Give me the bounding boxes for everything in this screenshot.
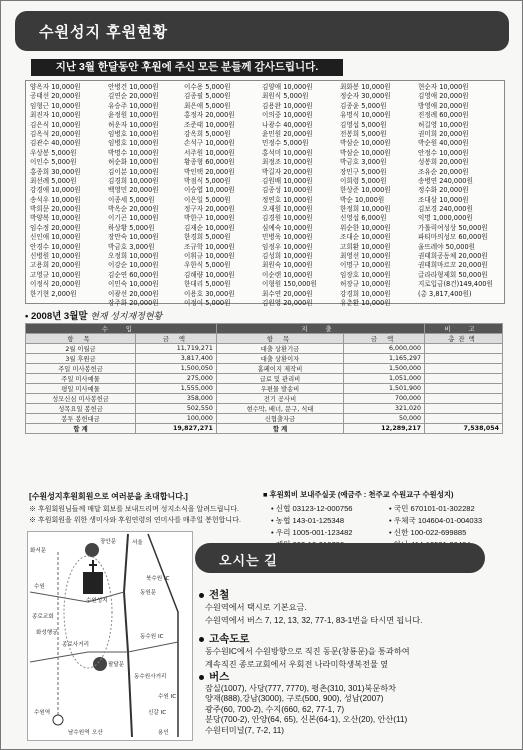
donor-entry: 파티마의성모 60,000원 <box>418 233 488 242</box>
finance-row <box>26 354 503 364</box>
donor-entry: 박금호 3,000원 <box>108 242 155 251</box>
donor-entry: 손석구 10,000원 <box>184 139 235 148</box>
donor-entry: 김종윤 5,000원 <box>340 101 387 110</box>
expense-item: 우편물 발송비 <box>216 384 343 394</box>
map-road <box>30 592 124 602</box>
bank-account: • 우리 1005-001-123482 <box>271 528 353 537</box>
donor-entry: 위순한 10,000원 <box>340 223 391 232</box>
donor-entry: 정순자 30,000원 <box>340 92 391 101</box>
directions-title: 오시는 길 <box>219 553 278 568</box>
donor-entry: 서주원 10,000원 <box>184 148 235 157</box>
donor-entry: 임수정 20,000원 <box>30 223 81 232</box>
donor-entry: 한경희 5,000원 <box>184 233 231 242</box>
donor-entry: 오재원 10,000원 <box>262 205 313 214</box>
donor-entry: 양옥자 10,000원 <box>30 83 81 91</box>
donor-column <box>108 83 172 308</box>
donor-entry: 민정수 5,000원 <box>262 139 309 148</box>
map-label: 북수원 IC <box>146 576 170 582</box>
finance-row <box>26 394 503 404</box>
income-amount: 1,555,000 <box>136 384 217 394</box>
donor-entry: 성봉희 20,000원 <box>418 158 469 167</box>
map-label: 수원성지 <box>86 598 108 604</box>
directions-bus <box>199 669 407 736</box>
donor-entry: 한기현 2,000원 <box>30 289 77 298</box>
donor-entry: 이수용 5,000원 <box>184 83 231 91</box>
expense-item: 현수막, 배너, 문구, 식대 <box>216 404 343 414</box>
directions-line: 광주(60, 700-2), 수지(660, 62, 77-1, 7) <box>205 704 345 714</box>
map-label: 용인 <box>158 730 169 736</box>
map-label: 남수원역 <box>68 730 90 736</box>
donor-entry: 송병연 240,000원 <box>418 176 473 185</box>
donor-entry: 조유순 20,000원 <box>418 167 469 176</box>
donor-entry: 최수연 20,000원 <box>262 289 313 298</box>
donor-entry: 홍정자 20,000원 <box>184 111 235 120</box>
income-amount: 11,719,271 <box>136 344 217 354</box>
donor-entry: 김재순 10,000원 <box>184 223 235 232</box>
donor-entry: 임정우 10,000원 <box>262 242 313 251</box>
donor-entry: 김영애 20,000원 <box>418 92 469 101</box>
balance-cell <box>425 354 503 364</box>
directions-title-pill <box>195 543 485 573</box>
donor-entry: 최영선 10,000원 <box>340 252 391 261</box>
donor-entry: 조준태 10,000원 <box>184 120 235 129</box>
donor-entry: 이광선 20,000원 <box>108 289 159 298</box>
donor-entry: 이의중 10,000원 <box>262 111 313 120</box>
donor-entry: 이순랜 10,000원 <box>262 270 313 279</box>
donor-entry: 이민숙 10,000원 <box>108 280 159 289</box>
finance-title: • 2008년 3월말 <box>25 311 88 322</box>
donor-entry: 박점식 5,000원 <box>184 176 231 185</box>
donor-entry: 이승엽 10,000원 <box>184 186 235 195</box>
map-label: 화성행궁 <box>36 630 58 636</box>
donor-entry: 조대삼 10,000원 <box>418 195 469 204</box>
finance-total-row <box>26 424 503 434</box>
finance-row <box>26 364 503 374</box>
map-roads <box>28 532 192 740</box>
donor-entry: 김종성 10,000원 <box>262 186 313 195</box>
invite-note: ※ 후원회원을 위한 생미사와 후원연령의 연미사를 매주일 봉헌합니다. <box>29 517 241 524</box>
donor-entry: 강옥희 5,000원 <box>184 129 231 138</box>
donor-entry: 이강순 10,000원 <box>108 261 159 270</box>
donor-entry: 신영섭 6,000원 <box>340 214 387 223</box>
balance-cell <box>425 344 503 354</box>
donor-entry: 고희환 10,000원 <box>340 242 391 251</box>
income-header: 수 입 <box>26 324 217 334</box>
income-item: 성모신심 미사봉헌금 <box>26 394 136 404</box>
finance-row <box>26 414 503 424</box>
expense-item: 전기 공사비 <box>216 394 343 404</box>
expense-amount: 1,165,297 <box>344 354 425 364</box>
donor-entry: 장주화 20,000원 <box>108 298 159 307</box>
expense-amount: 321,020 <box>344 404 425 414</box>
finance-table <box>25 323 503 434</box>
donor-entry: 이명구 10,000원 <box>340 261 391 270</box>
directions-subway <box>199 587 422 627</box>
donor-entry: 오정희 10,000원 <box>108 252 159 261</box>
income-item: 3월 후원금 <box>26 354 136 364</box>
directions-line: 수원역에서 택시로 기본요금. <box>205 603 307 612</box>
income-item: 주일 미사봉헌금 <box>26 364 136 374</box>
donor-entry: 이용호 30,000원 <box>184 289 235 298</box>
directions-heading: 고속도로 <box>209 633 250 645</box>
donor-entry: 백영민 20,000원 <box>108 186 159 195</box>
directions-line: 동수원IC에서 수원방향으로 직진 동문(창룡문)을 통과하여 <box>205 647 410 656</box>
donor-entry: 홍종희 30,000원 <box>30 167 81 176</box>
bank-title: ■ 후원회비 보내주실곳 (예금주 : 천주교 수원교구 수원성지) <box>263 490 454 499</box>
balance-cell <box>425 374 503 384</box>
expense-amount: 1,500,000 <box>344 364 425 374</box>
directions-heading: 버스 <box>209 671 230 683</box>
church-icon <box>83 572 103 594</box>
map-label: 수원 <box>34 584 45 590</box>
donor-entry: 김경희 10,000원 <box>108 176 159 185</box>
donor-entry: 박양복 10,000원 <box>30 214 81 223</box>
donor-entry: 박희문 20,000원 <box>30 205 81 214</box>
donor-entry: 신병원 10,000원 <box>30 252 81 261</box>
balance-header: 총잔액 <box>425 334 503 344</box>
donor-entry: 안정수 10,000원 <box>418 148 469 157</box>
donor-entry: 김양애 10,000원 <box>262 83 313 91</box>
donor-column <box>262 83 326 308</box>
donor-entry: 민병욱 10,000원 <box>262 233 313 242</box>
income-total-label: 합 계 <box>26 424 136 434</box>
donor-entry: 김경원 10,000원 <box>262 214 313 223</box>
income-amount: 358,000 <box>136 394 217 404</box>
expense-item: 신협출자금 <box>216 414 343 424</box>
location-map <box>27 531 193 741</box>
map-label: 종로사거리 <box>62 642 90 648</box>
finance-section-title <box>25 308 162 322</box>
donor-entry: 윤민원 20,000원 <box>262 129 313 138</box>
donor-entry: 장만숙 10,000원 <box>108 233 159 242</box>
donor-entry: 윤정원 10,000원 <box>108 111 159 120</box>
map-gate-marker <box>85 543 99 557</box>
donor-entry: 조규학 10,000원 <box>184 242 235 251</box>
donor-entry: 최선례 5,000원 <box>30 176 77 185</box>
donor-entry: 김연순 20,000원 <box>108 92 159 101</box>
donor-entry: 유승주 10,000원 <box>108 101 159 110</box>
donor-entry: 정수화 20,000원 <box>418 186 469 195</box>
donor-entry: 정연호 10,000원 <box>262 195 313 204</box>
expense-amount: 1,501,900 <box>344 384 425 394</box>
donor-entry: 박인택 20,000원 <box>184 167 235 176</box>
donor-entry: 김이분 10,000원 <box>108 167 159 176</box>
balance-cell <box>425 394 503 404</box>
donor-entry: 안병건 10,000원 <box>108 83 159 91</box>
directions-header <box>191 537 509 579</box>
expense-item: 대출 상환기금 <box>216 344 343 354</box>
note-header: 비 고 <box>425 324 503 334</box>
donor-entry: 김옥석 20,000원 <box>30 129 81 138</box>
donor-entry: 우상봉 5,000원 <box>30 148 77 157</box>
income-amount-header: 금 액 <box>136 334 217 344</box>
income-amount: 275,000 <box>136 374 217 384</box>
expense-item: 홈페이지 제작비 <box>216 364 343 374</box>
income-amount: 100,000 <box>136 414 217 424</box>
donor-entry: 장민구 5,000원 <box>340 167 387 176</box>
donor-entry: 김해량 10,000원 <box>184 270 235 279</box>
donor-entry: 정구자 20,000원 <box>184 205 235 214</box>
finance-row <box>26 404 503 414</box>
donor-entry: 송석우 10,000원 <box>30 195 81 204</box>
donor-entry: 하상황 5,000원 <box>108 223 155 232</box>
donor-entry: 유명식 10,000원 <box>340 111 391 120</box>
donor-entry: 김순연 60,000원 <box>108 270 159 279</box>
donor-entry: 박삼순 10,000원 <box>340 139 391 148</box>
donor-entry: 울뜨레야 50,000원 <box>418 242 476 251</box>
donor-entry: 김용완 10,000원 <box>262 101 313 110</box>
expense-item: 급료 및 관리비 <box>216 374 343 384</box>
bank-account: • 농협 143-01-125348 <box>271 516 345 525</box>
donor-entry: 김성희 10,000원 <box>262 252 313 261</box>
donor-entry: 강경희 10,000원 <box>340 289 391 298</box>
bullet-icon <box>199 637 204 642</box>
donor-entry: 박금호 3,000원 <box>340 158 387 167</box>
donor-entry: 안경수 10,000원 <box>30 242 81 251</box>
donor-entry: 최정조 10,000원 <box>262 158 313 167</box>
map-label: 장안문 <box>100 539 117 545</box>
bullet-icon <box>199 675 204 680</box>
directions-line: 계속직진 종로교회에서 우회전 나라미학생복전물 옆 <box>205 659 389 669</box>
donor-entry: 방영애 20,000원 <box>418 101 469 110</box>
donor-entry: 한상준 10,000원 <box>340 186 391 195</box>
donor-entry: 박길자 20,000원 <box>262 167 313 176</box>
donor-entry: 권미희 20,000원 <box>418 129 469 138</box>
donor-entry: 이정이 5,000원 <box>184 298 231 307</box>
donor-entry: 이은일 5,000원 <box>184 195 231 204</box>
donor-entry: 한대리 5,000원 <box>184 280 231 289</box>
donor-column <box>184 83 248 308</box>
expense-amount: 6,000,000 <box>344 344 425 354</box>
bullet-icon <box>199 593 204 598</box>
donor-entry: 최원식 5,000원 <box>262 92 309 101</box>
income-amount: 3,817,400 <box>136 354 217 364</box>
donor-entry: 김관수 40,000원 <box>30 139 81 148</box>
donor-entry: 이희령 5,000원 <box>340 176 387 185</box>
donor-entry: 허장규 10,000원 <box>340 280 391 289</box>
donor-entry: 임장호 10,000원 <box>340 270 391 279</box>
expense-item: 대출 상환이자 <box>216 354 343 364</box>
map-gate-marker <box>93 657 107 671</box>
invite-title: [수원성지후원회원으로 여러분을 초대합니다.] <box>29 492 188 501</box>
donor-entry: 권태희공동체 20,000원 <box>418 252 488 261</box>
income-item: 2월 이월금 <box>26 344 136 354</box>
donor-entry: 이종세 5,000원 <box>108 195 155 204</box>
finance-row <box>26 374 503 384</box>
donor-entry: 황종형 60,000원 <box>184 158 235 167</box>
directions-line: 분당(700-2), 안양(64, 65), 신본(64-1), 오산(20), 안산(11) <box>205 715 408 725</box>
donor-entry: 박순원 40,000원 <box>418 139 469 148</box>
donor-entry: 박삼순 10,000원 <box>340 148 391 157</box>
donor-entry: 박순 10,000원 <box>340 195 385 204</box>
directions-line: 양재(888),강남(3000), 구로(500, 900), 성남(2007) <box>205 694 384 704</box>
donor-entry: 조대순 10,000원 <box>340 233 391 242</box>
donor-entry: 강경애 10,000원 <box>30 186 81 195</box>
map-label: 동원문 <box>140 590 157 596</box>
cross-icon <box>89 560 97 572</box>
thanks-banner: 지난 3월 한달동안 후원에 주신 모든 분들께 감사드립니다. <box>31 59 343 76</box>
donor-entry: 박한구 10,000원 <box>184 214 235 223</box>
income-item: 봉투 봉헌대금 <box>26 414 136 424</box>
balance-cell <box>425 404 503 414</box>
donor-entry: 한정희 10,000원 <box>340 205 391 214</box>
directions-line: 수원역에서 버스 7, 12, 13, 32, 77-1, 83-1번을 타시면 됩니다. <box>205 615 423 625</box>
expense-total: 12,289,217 <box>344 424 425 434</box>
page-title: 수원성지 후원현황 <box>39 24 169 41</box>
directions-line: 잠실(1007), 사당(777, 7770), 평촌(310, 301)북문하차 <box>205 684 397 693</box>
donor-entry: 공태선 20,000원 <box>30 92 81 101</box>
balance-cell <box>425 364 503 374</box>
donor-entry: 임형근 10,000원 <box>30 101 81 110</box>
donor-entry: 홍석미 10,000원 <box>262 148 313 157</box>
bank-account: • 신한 100-022-699885 <box>389 528 467 537</box>
donor-entry: 이정식 20,000원 <box>30 280 81 289</box>
donor-entry: (총 3,817,400원) <box>418 289 472 298</box>
donor-entry: 임병호 10,000원 <box>108 129 159 138</box>
donor-entry: 임병호 10,000원 <box>108 139 159 148</box>
directions-heading: 전철 <box>209 589 230 601</box>
expense-amount-header: 금 액 <box>344 334 425 344</box>
map-label: 오산 <box>92 730 103 736</box>
expense-item-header: 항 목 <box>216 334 343 344</box>
header-banner <box>15 11 509 51</box>
donor-entry: 현순자 10,000원 <box>418 83 469 91</box>
donor-entry: 최원숙 10,000원 <box>262 261 313 270</box>
donor-entry: 최진자 10,000원 <box>30 111 81 120</box>
map-label: 동수원사거리 <box>134 674 167 680</box>
map-road-main <box>124 534 132 737</box>
donor-entry: 박옥순 20,000원 <box>108 205 159 214</box>
directions-line: 수원터미널(7, 7-2, 11) <box>205 725 284 735</box>
bank-account: • 국민 670101-01-302282 <box>389 504 475 513</box>
donor-entry: 우한식 5,000원 <box>184 261 231 270</box>
income-total: 19,827,271 <box>136 424 217 434</box>
donor-entry: 김은식 10,000원 <box>30 120 81 129</box>
donor-entry: 이기곤 10,000원 <box>108 214 159 223</box>
donor-entry: 최화봉 10,000원 <box>340 83 391 91</box>
expense-amount: 50,000 <box>344 414 425 424</box>
donor-entry: 전봉희 5,000원 <box>340 129 387 138</box>
map-label: 동수원 IC <box>140 634 164 640</box>
income-item: 주일 미사예물 <box>26 374 136 384</box>
map-label: 수원 IC <box>158 694 177 700</box>
map-label: 신갈 IC <box>148 710 167 716</box>
donor-entry: 글라라형제회 50,000원 <box>418 270 488 279</box>
bank-account: • 우체국 104604-01-004033 <box>389 516 483 525</box>
donor-entry: 김종필 5,000원 <box>184 92 231 101</box>
donor-entry: 진정례 60,000원 <box>418 111 469 120</box>
income-item: 평일 미사예물 <box>26 384 136 394</box>
donor-entry: 김보경 240,000원 <box>418 205 473 214</box>
balance-cell <box>425 384 503 394</box>
income-amount: 1,500,050 <box>136 364 217 374</box>
donor-entry: 김원배 10,000원 <box>262 176 313 185</box>
expense-amount: 1,051,000 <box>344 374 425 384</box>
expense-header: 지 출 <box>216 324 424 334</box>
finance-row <box>26 344 503 354</box>
finance-row <box>26 384 503 394</box>
donor-entry: 허운자 10,000원 <box>108 120 159 129</box>
map-label: 화서문 <box>30 548 47 554</box>
map-label: 종로교회 <box>32 614 54 620</box>
donor-list <box>25 80 505 307</box>
donor-entry: 권태희마르꼬 20,000원 <box>418 261 488 270</box>
balance-total: 7,538,054 <box>425 424 503 434</box>
donor-entry: 지로입금(8건)149,400원 <box>418 280 493 289</box>
balance-cell <box>425 414 503 424</box>
donor-entry: 최은애 5,000원 <box>184 101 231 110</box>
station-icon <box>53 715 63 725</box>
donor-entry: 박명수 10,000원 <box>108 148 159 157</box>
donor-entry: 김영섭 5,000원 <box>340 120 387 129</box>
donor-entry: 이인수 5,000원 <box>30 158 77 167</box>
donor-entry: 허순화 10,000원 <box>108 158 159 167</box>
donor-entry: 가톨릭여성상 50,000원 <box>418 223 488 232</box>
donor-entry: 유춘환 10,000원 <box>340 298 391 307</box>
bank-account: • 신협 03123-12-000756 <box>271 504 353 513</box>
income-item: 성목요일 봉헌금 <box>26 404 136 414</box>
donor-entry: 이형원 150,000원 <box>262 280 317 289</box>
donor-entry: 김원영 20,000원 <box>262 298 313 307</box>
donor-entry: 나광수 40,000원 <box>262 120 313 129</box>
donor-entry: 고용희 20,000원 <box>30 261 81 270</box>
donor-entry: 이휘규 10,000원 <box>184 252 235 261</box>
invite-note: ※ 후원회원님들께 매달 회보를 보내드리며 성지소식을 알려드립니다. <box>29 506 239 513</box>
donor-entry: 심예숙 10,000원 <box>262 223 313 232</box>
map-label: 수원역 <box>34 710 51 716</box>
donor-column <box>418 83 493 299</box>
donor-entry: 고영규 10,000원 <box>30 270 81 279</box>
income-amount: 502,550 <box>136 404 217 414</box>
finance-title-handwritten: 현재 성지재정현황 <box>90 311 163 321</box>
donor-column <box>30 83 94 299</box>
donor-entry: 허길영 10,000원 <box>418 120 469 129</box>
map-label: 팔달문 <box>108 662 125 668</box>
donor-entry: 익명 1,000,000원 <box>418 214 473 223</box>
income-item-header: 항 목 <box>26 334 136 344</box>
expense-amount: 700,000 <box>344 394 425 404</box>
map-label: 서울 <box>132 540 143 546</box>
donor-column <box>340 83 404 308</box>
donor-entry: 신인애 10,000원 <box>30 233 81 242</box>
expense-total-label: 합 계 <box>216 424 343 434</box>
directions-highway <box>199 631 410 671</box>
